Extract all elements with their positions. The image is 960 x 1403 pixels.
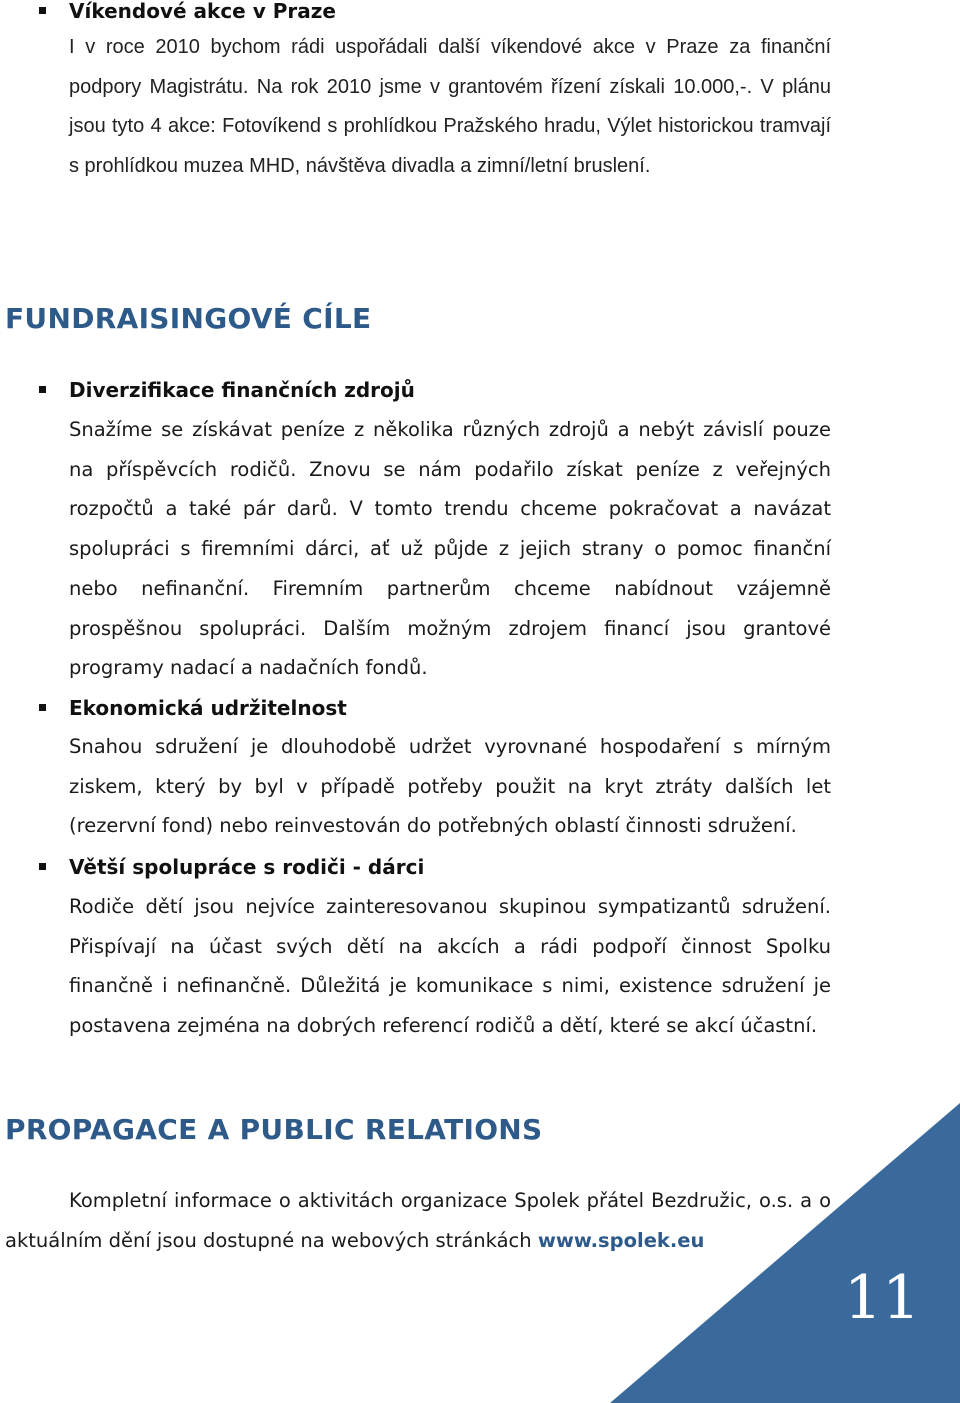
page-number: 11 xyxy=(844,1263,921,1333)
pr-text xyxy=(5,1181,831,1260)
fundraising-item-title-diversification: Diverzifikace finančních zdrojů xyxy=(69,378,415,402)
bullet-marker xyxy=(39,704,46,711)
bullet-marker xyxy=(39,7,46,14)
fundraising-item-text-parents: Rodiče dětí jsou nejvíce zainteresovanou skupinou sympatizantů sdružení. Přispívají na účast svých dětí na akcích a rádi podpoří činnost Spolku finančně i nefinančně. Důležitá je komunikace s nimi, existence sdružení je postavena zejména na dobrých referencí rodičů a dětí, které se akcí účastní. xyxy=(69,895,831,1038)
pr-text-body: Kompletní informace o aktivitách organizace Spolek přátel Bezdružic, o.s. a o aktuálním dění jsou dostupné na webových stránkách xyxy=(5,1189,831,1252)
fundraising-item-text-diversification: Snažíme se získávat peníze z několika různých zdrojů a nebýt závislí pouze na příspěvcích rodičů. Znovu se nám podařilo získat peníze z veřejných rozpočtů a také pár darů. V tomto trendu chceme pokračovat a navázat spolupráci s firemními dárci, ať už půjde z jejich strany o pomoc finanční nebo nefinanční. Firemním partnerům chceme nabídnout vzájemně prospěšnou spolupráci. Dalším možným zdrojem financí jsou grantové programy nadací a nadačních fondů. xyxy=(69,418,831,680)
fundraising-item-title-parents: Větší spolupráce s rodiči - dárci xyxy=(69,855,425,879)
fundraising-item-title-sustainability: Ekonomická udržitelnost xyxy=(69,696,347,720)
weekend-section-title: Víkendové akce v Praze xyxy=(69,0,336,23)
pr-heading: PROPAGACE A PUBLIC RELATIONS xyxy=(5,1113,543,1146)
weekend-section-text: I v roce 2010 bychom rádi uspořádali další víkendové akce v Praze za finanční podpory Magistrátu. Na rok 2010 jsme v grantovém řízení získali 10.000,-. V plánu jsou tyto 4 akce: Fotovíkend s prohlídkou Pražského hradu, Výlet historickou tramvají s prohlídkou muzea MHD, návštěva divadla a zimní/letní bruslení. xyxy=(69,36,831,178)
website-link[interactable]: www.spolek.eu xyxy=(537,1228,705,1252)
bullet-marker xyxy=(39,863,46,870)
fundraising-heading: FUNDRAISINGOVÉ CÍLE xyxy=(5,302,372,335)
bullet-marker xyxy=(39,386,46,393)
fundraising-item-text-sustainability: Snahou sdružení je dlouhodobě udržet vyrovnané hospodaření s mírným ziskem, který by byl v případě potřeby použit na kryt ztráty dalších let (rezervní fond) nebo reinvestován do potřebných oblastí činnosti sdružení. xyxy=(69,735,831,838)
